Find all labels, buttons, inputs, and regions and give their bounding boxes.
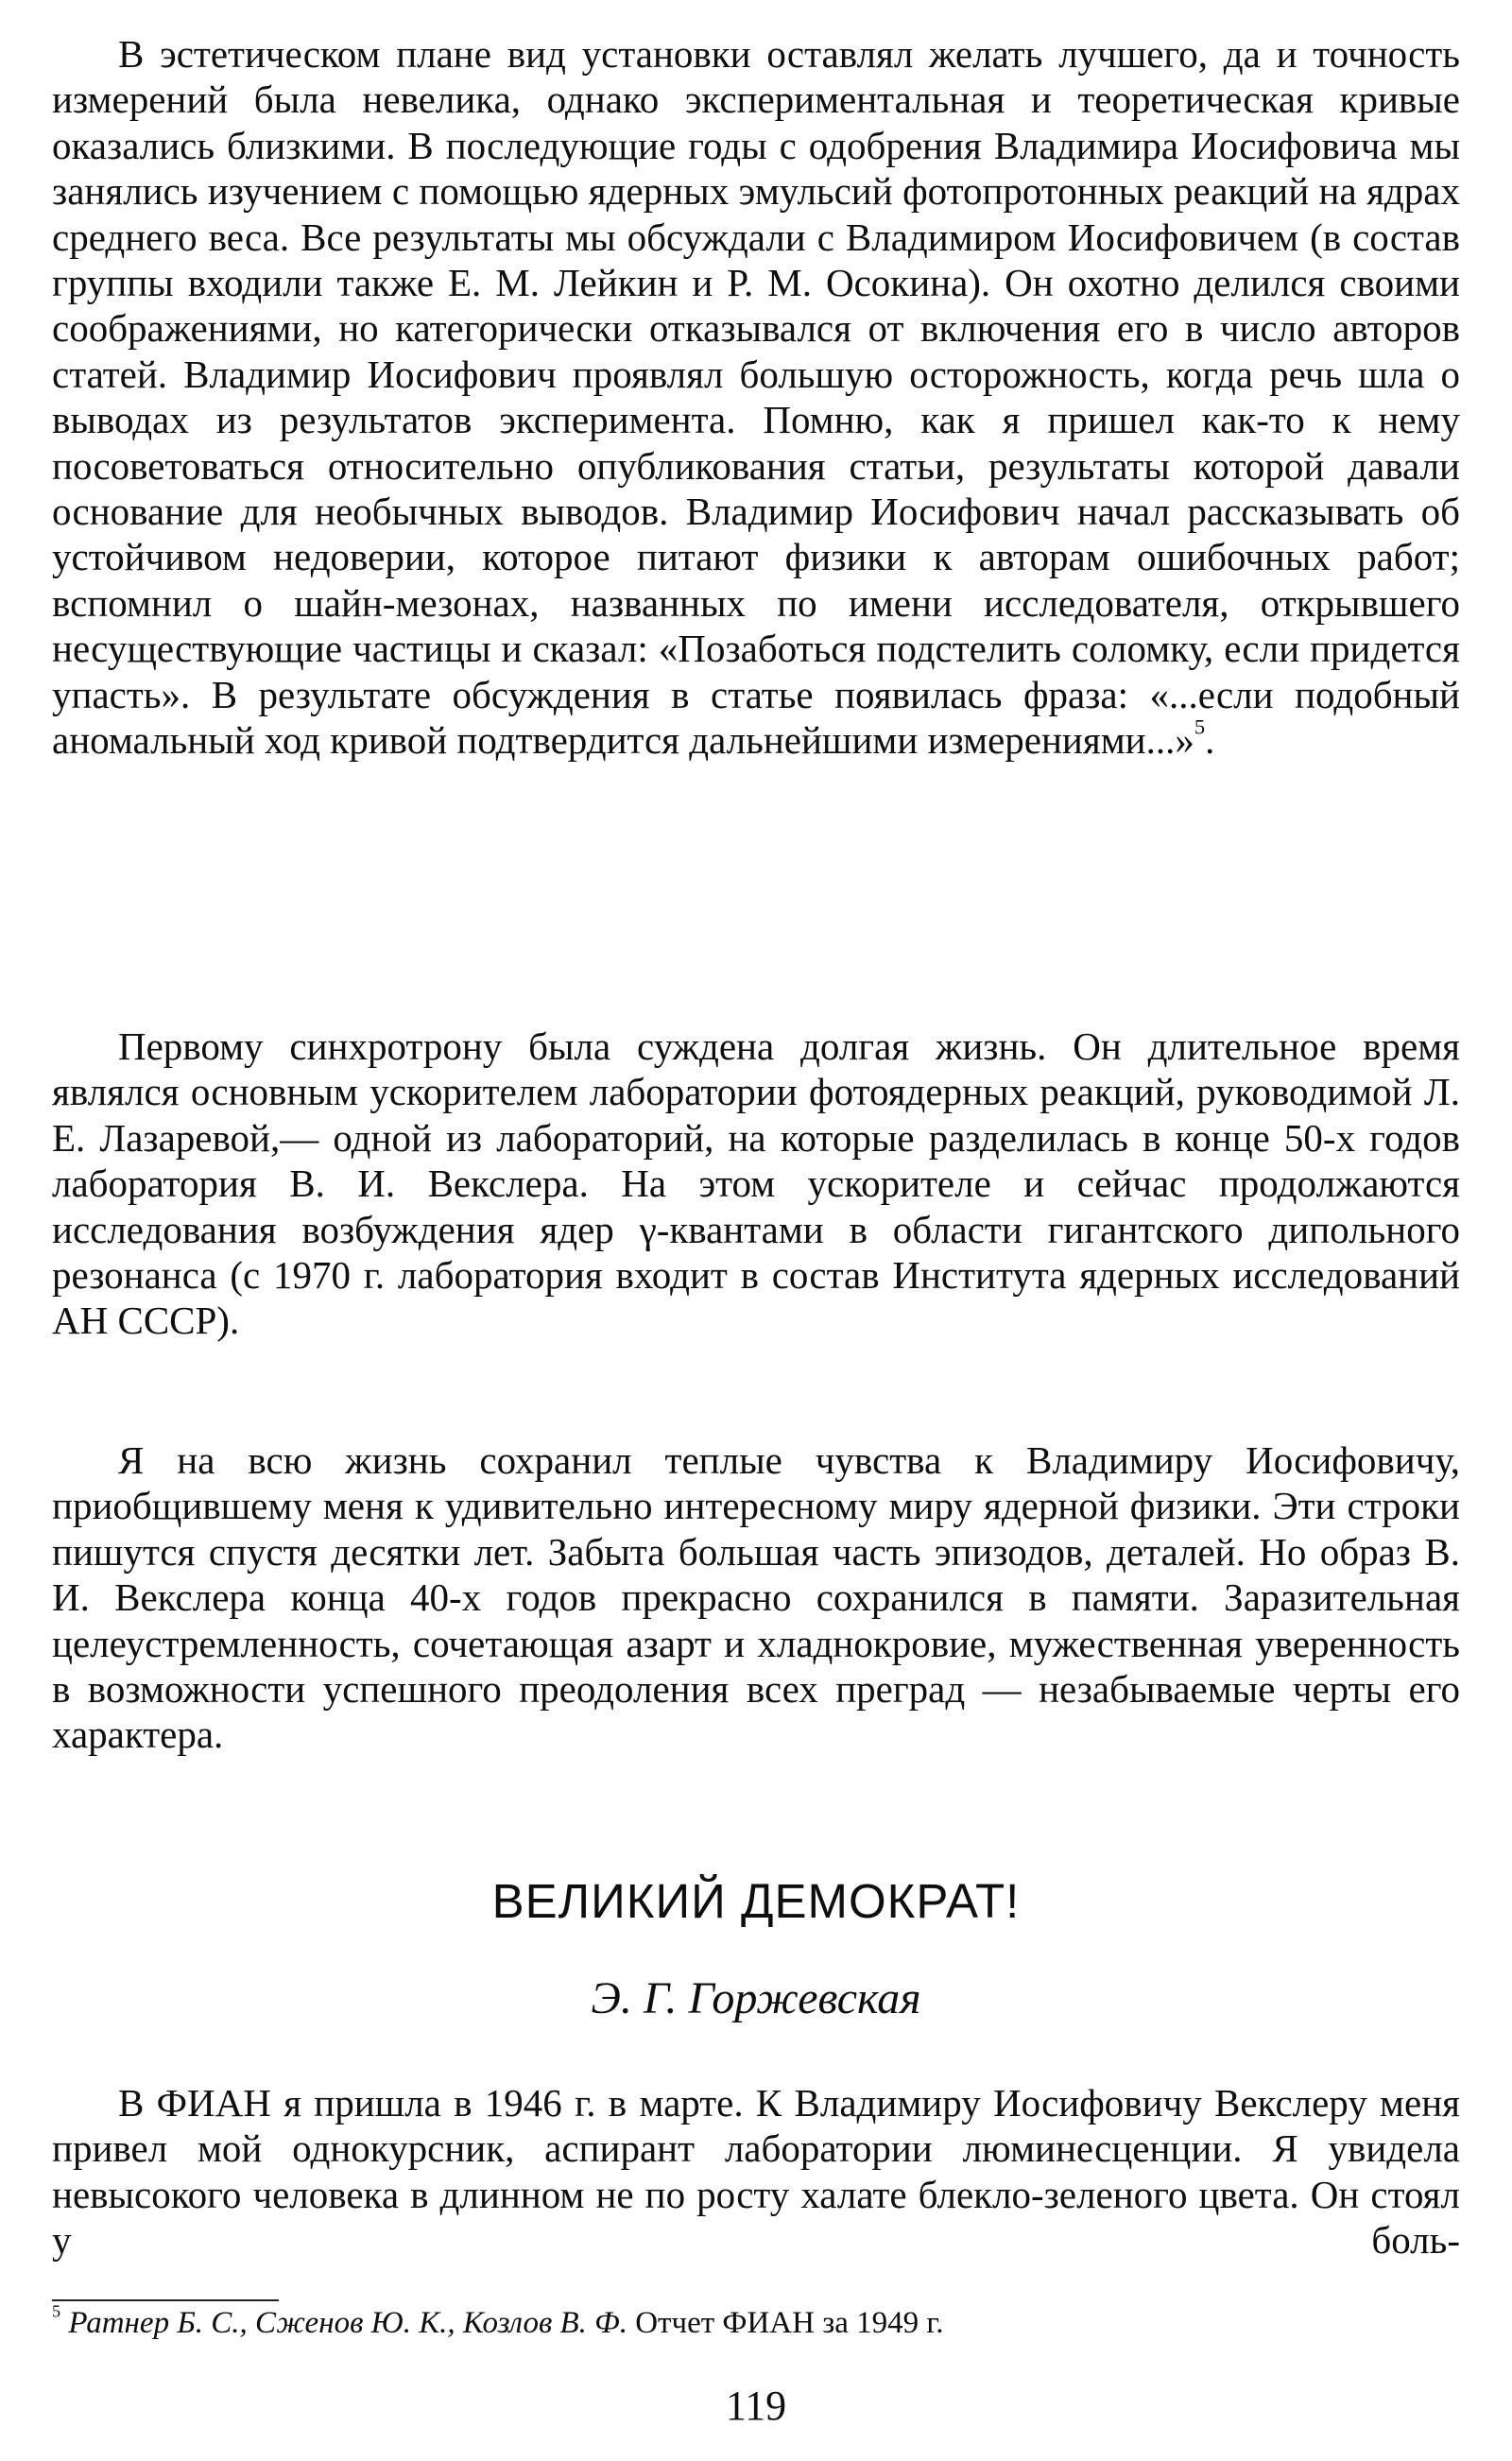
footnote-number: 5 bbox=[52, 2301, 61, 2321]
paragraph-1-text: В эстетическом плане вид установки оставлял желать лучшего, да и точность измерений была невелика, однако экспериментальная и теоретическая кривые оказались близкими. В последующие годы с одобрения Владимира Иосифовича мы занялись изучением с помощью ядерных эмульсий фотопротонных реакций на ядрах среднего веса. Все результаты мы обсуждали с Владимиром Иосифовичем (в состав группы входили также Е. М. Лейкин и Р. М. Осокина). Он охотно делился своими соображениями, но категорически отказывался от включения его в число авторов статей. Владимир Иосифович проявлял большую осторожность, когда речь шла о выводах из результатов эксперимента. Помню, как я пришел как-то к нему посоветоваться относительно опубликования статьи, результаты которой давали основание для необычных выводов. Владимир Иосифович начал рассказывать об устойчивом недоверии, которое питают физики к авторам ошибочных работ; вспомнил о шайн-мезонах, названных по имени исследователя, открывшего несуществующие частицы и сказал: «Позаботься подстелить соломку, если придется упасть». В результате обсуждения в статье появилась фраза: «...если подобный аномальный ход кривой подтвердится дальнейшими измерениями...» bbox=[52, 32, 1460, 763]
footnote bbox=[52, 2301, 1460, 2342]
footnote-divider bbox=[52, 2299, 279, 2301]
paragraph-1: В эстетическом плане вид установки оставлял желать лучшего, да и точность измерений была невелика, однако экспериментальная и теоретическая кривые оказались близкими. В последующие годы с одобрения Владимира Иосифовича мы занялись изучением с помощью ядерных эмульсий фотопротонных реакций на ядрах среднего веса. Все результаты мы обсуждали с Владимиром Иосифовичем (в состав группы входили также Е. М. Лейкин и Р. М. Осокина). Он охотно делился своими соображениями, но категорически отказывался от включения его в число авторов статей. Владимир Иосифович проявлял большую осторожность, когда речь шла о выводах из результатов эксперимента. Помню, как я пришел как-то к нему посоветоваться относительно опубликования статьи, результаты которой давали основание для необычных выводов. Владимир Иосифович начал рассказывать об устойчивом недоверии, которое питают физики к авторам ошибочных работ; вспомнил о шайн-мезонах, названных по имени исследователя, открывшего несуществующие частицы и сказал: «Позаботься подстелить соломку, если придется упасть». В результате обсуждения в статье появилась фраза: «...если подобный аномальный ход кривой подтвердится дальнейшими измерениями...»$^5$. bbox=[52, 32, 1460, 763]
footnote-reference: 5 bbox=[1194, 714, 1206, 739]
paragraph-3 bbox=[52, 1437, 1460, 1758]
paragraph-2-text: Первому синхротрону была суждена долгая жизнь. Он длительное время являлся основным ускорителем лаборатории фотоядерных реакций, руководимой Л. Е. Лазаревой,— одной из лабораторий, на которые разделилась в конце 50-х годов лаборатория В. И. Векслера. На этом ускорителе и сейчас продолжаются исследования возбуждения ядер γ-квантами в области гигантского дипольного резонанса (с 1970 г. лаборатория входит в состав Института ядерных исследований АН СССР). bbox=[52, 1024, 1460, 1343]
footnote-text: Отчет ФИАН за 1949 г. bbox=[635, 2306, 944, 2340]
paragraph-2 bbox=[52, 1024, 1460, 1344]
paragraph-3-text: Я на всю жизнь сохранил теплые чувства к Владимиру Иосифовичу, приобщившему меня к удивительно интересному миру ядерной физики. Эти строки пишутся спустя десятки лет. Забыта большая часть эпизодов, деталей. Но образ В. И. Векслера конца 40-х годов прекрасно сохранился в памяти. Заразительная целеустремленность, сочетающая азарт и хладнокровие, мужественная уверенность в возможности успешного преодоления всех преград — незабываемые черты его характера. bbox=[52, 1438, 1460, 1757]
section-title: ВЕЛИКИЙ ДЕМОКРАТ! bbox=[491, 1874, 1021, 1928]
section-author: Э. Г. Горжевская bbox=[591, 1973, 921, 2023]
paragraph-4 bbox=[52, 2080, 1460, 2263]
page-number: 119 bbox=[725, 2383, 787, 2429]
footnote-authors: Ратнер Б. С., Сженов Ю. К., Козлов В. Ф. bbox=[68, 2306, 627, 2340]
paragraph-4-text: В ФИАН я пришла в 1946 г. в марте. К Владимиру Иосифовичу Векслеру меня привел мой однокурсник, аспирант лаборатории люминесценции. Я увидела невысокого человека в длинном не по росту халате блекло-зеленого цвета. Он стоял у боль- bbox=[52, 2081, 1460, 2263]
